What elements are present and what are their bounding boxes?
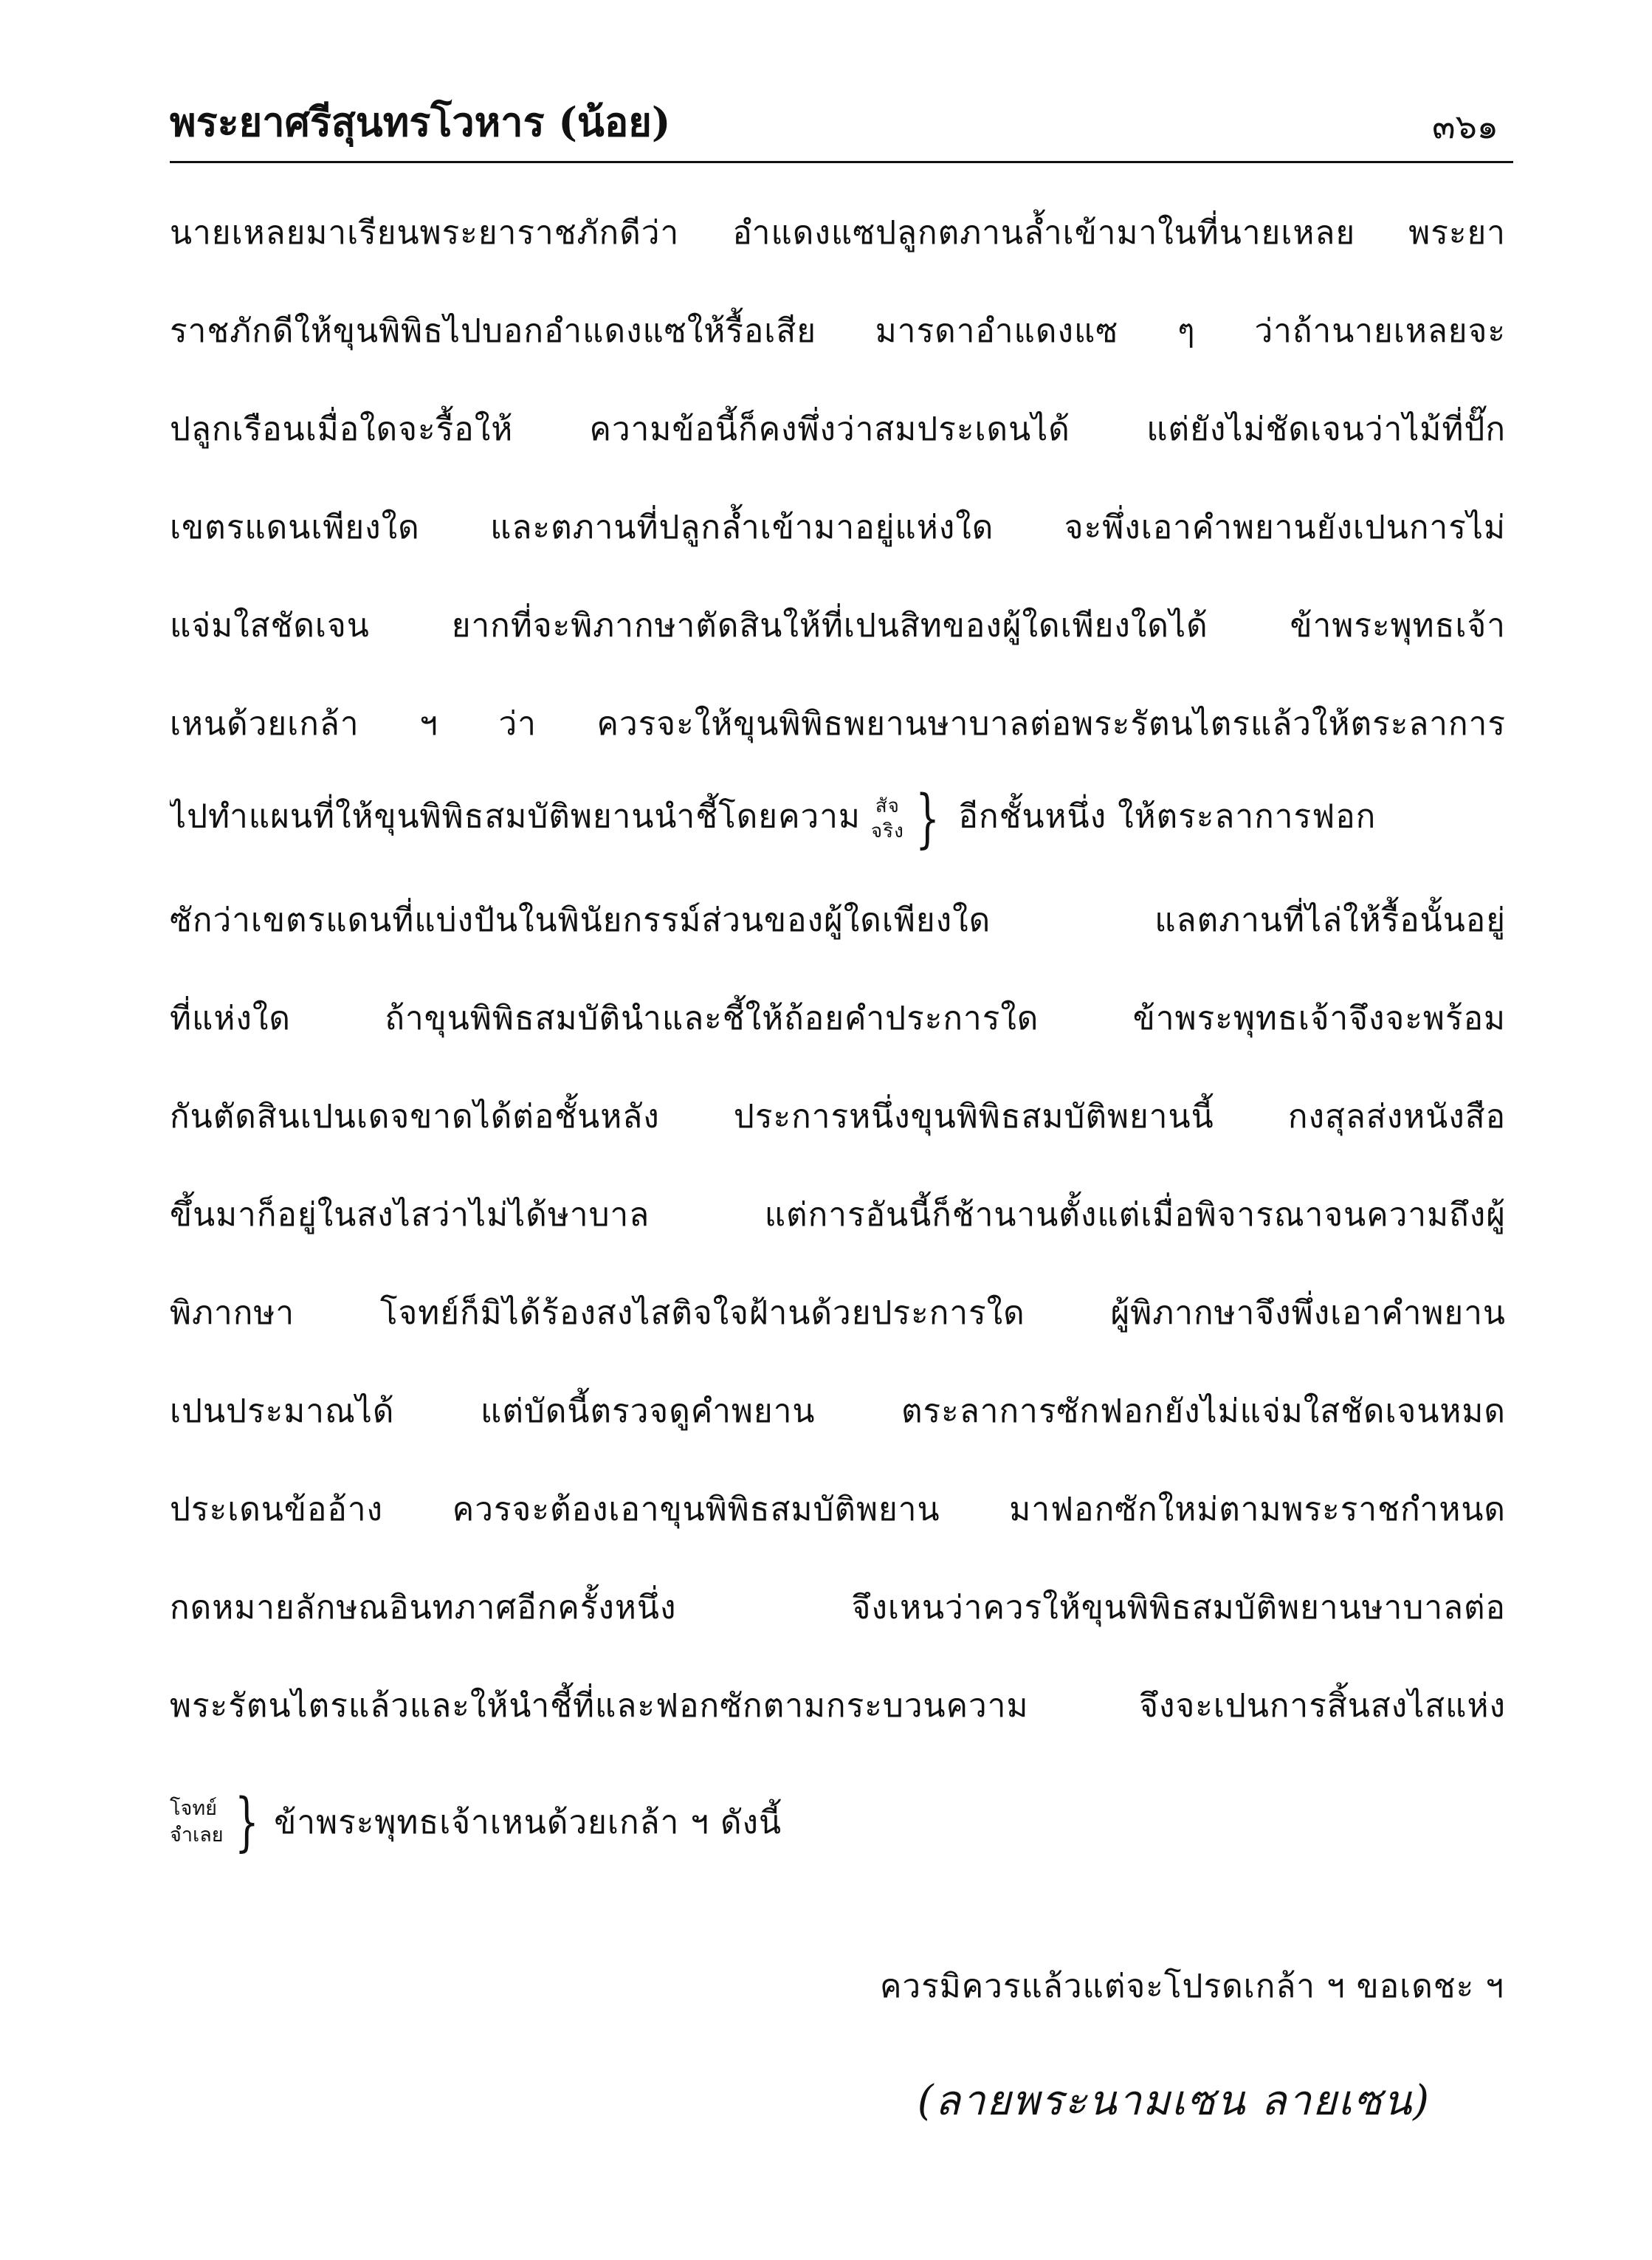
note-bottom: จริง — [870, 820, 904, 842]
running-title: พระยาศรีสุนทรโวหาร (น้อย) — [170, 98, 671, 145]
text-line — [170, 1658, 1506, 1756]
margin-note — [170, 1796, 224, 1849]
text-line — [170, 577, 1506, 676]
note-bottom: จำเลย — [170, 1824, 224, 1847]
line-text-after: อีกชั้นหนึ่ง ให้ตระลาการฟอก — [958, 797, 1377, 836]
final-line — [170, 1785, 782, 1859]
text-line — [170, 1461, 1506, 1559]
text-line — [170, 283, 1506, 381]
line-text: พระรัตนไตรแล้วและให้นำชี้ที่และฟอกซักตามกระบวนความ จึงจะเปนการสิ้นสงไสแห่ง — [170, 1687, 1506, 1725]
text-line — [170, 970, 1506, 1068]
final-line-text: ข้าพระพุทธเจ้าเหนด้วยเกล้า ฯ ดังนี้ — [274, 1804, 782, 1841]
line-text: กันตัดสินเปนเดจขาดได้ต่อชั้นหลัง ประการหนึ่งขุนพิพิธสมบัติพยานนี้ กงสุลส่งหนังสือ — [170, 1098, 1506, 1136]
text-line — [170, 1363, 1506, 1461]
line-text: ที่แห่งใด ถ้าขุนพิพิธสมบัตินำและชี้ให้ถ้อยคำประการใด ข้าพระพุทธเจ้าจึงจะพร้อม — [170, 1000, 1506, 1037]
text-line-with-note — [170, 774, 1506, 872]
line-text: ประเดนข้ออ้าง ควรจะต้องเอาขุนพิพิธสมบัติพยาน มาฟอกซักใหม่ตามพระราชกำหนด — [170, 1491, 1506, 1528]
line-text: เขตรแดนเพียงใด และตภานที่ปลูกล้ำเข้ามาอยู่แห่งใด จะพึ่งเอาคำพยานยังเปนการไม่ — [170, 509, 1506, 546]
note-top: โจทย์ — [170, 1797, 217, 1820]
line-text: เปนประมาณได้ แต่บัดนี้ตรวจดูคำพยาน ตระลาการซักฟอกยังไม่แจ่มใสชัดเจนหมด — [170, 1392, 1506, 1430]
note-top: สัจ — [875, 795, 900, 817]
text-line — [170, 185, 1506, 283]
text-line — [170, 381, 1506, 479]
line-text-before: ไปทำแผนที่ให้ขุนพิพิธสมบัติพยานนำชี้โดยความ — [170, 797, 861, 836]
line-text: ปลูกเรือนเมื่อใดจะรื้อให้ ความข้อนี้ก็คงพึ่งว่าสมประเดนได้ แต่ยังไม่ชัดเจนว่าไม้ที่ปั๊ก — [170, 411, 1506, 448]
line-text: แจ่มใสชัดเจน ยากที่จะพิภากษาตัดสินให้ที่เปนสิทของผู้ใดเพียงใดได้ ข้าพระพุทธเจ้า — [170, 607, 1506, 645]
document-body — [170, 185, 1506, 1756]
brace-mark: } — [915, 782, 940, 856]
signature-note: (ลายพระนามเซน ลายเซน) — [917, 2077, 1431, 2125]
line-text: กดหมายลักษณอินทภาศอีกครั้งหนึ่ง จึงเหนว่าควรให้ขุนพิพิธสมบัติพยานษาบาลต่อ — [170, 1589, 1506, 1627]
line-text: ซักว่าเขตรแดนที่แบ่งปันในพินัยกรรม์ส่วนของผู้ใดเพียงใด แลตภานที่ไล่ให้รื้อนั้นอยู่ — [170, 901, 1506, 939]
line-text: เหนด้วยเกล้า ฯ ว่า ควรจะให้ขุนพิพิธพยานษาบาลต่อพระรัตนไตรแล้วให้ตระลาการ — [170, 705, 1506, 743]
interlinear-note — [870, 782, 949, 856]
line-text — [170, 782, 1377, 856]
brace-mark: } — [234, 1785, 259, 1859]
text-line — [170, 1559, 1506, 1658]
text-line — [170, 479, 1506, 577]
line-text: นายเหลยมาเรียนพระยาราชภักดีว่า อำแดงแซปลูกตภานล้ำเข้ามาในที่นายเหลย พระยา — [170, 214, 1506, 252]
line-text: พิภากษา โจทย์ก็มิได้ร้องสงไสติจใจฝ้านด้วยประการใด ผู้พิภากษาจึงพึ่งเอาคำพยาน — [170, 1294, 1506, 1332]
page-header — [170, 98, 1513, 162]
text-line — [170, 1167, 1506, 1265]
line-text: ขึ้นมาก็อยู่ในสงไสว่าไม่ได้ษาบาล แต่การอันนี้ก็ช้านานตั้งแต่เมื่อพิจารณาจนความถึงผู้ — [170, 1196, 1506, 1234]
header-rule — [170, 161, 1513, 163]
closing-formula: ควรมิควรแล้วแต่จะโปรดเกล้า ฯ ขอเดชะ ฯ — [879, 1968, 1504, 2005]
page-number: ๓๖๑ — [1432, 106, 1498, 146]
text-line — [170, 676, 1506, 774]
line-text: ราชภักดีให้ขุนพิพิธไปบอกอำแดงแซให้รื้อเสีย มารดาอำแดงแซ ๆ ว่าถ้านายเหลยจะ — [170, 312, 1506, 350]
text-line — [170, 1265, 1506, 1363]
text-line — [170, 1068, 1506, 1167]
text-line — [170, 872, 1506, 970]
